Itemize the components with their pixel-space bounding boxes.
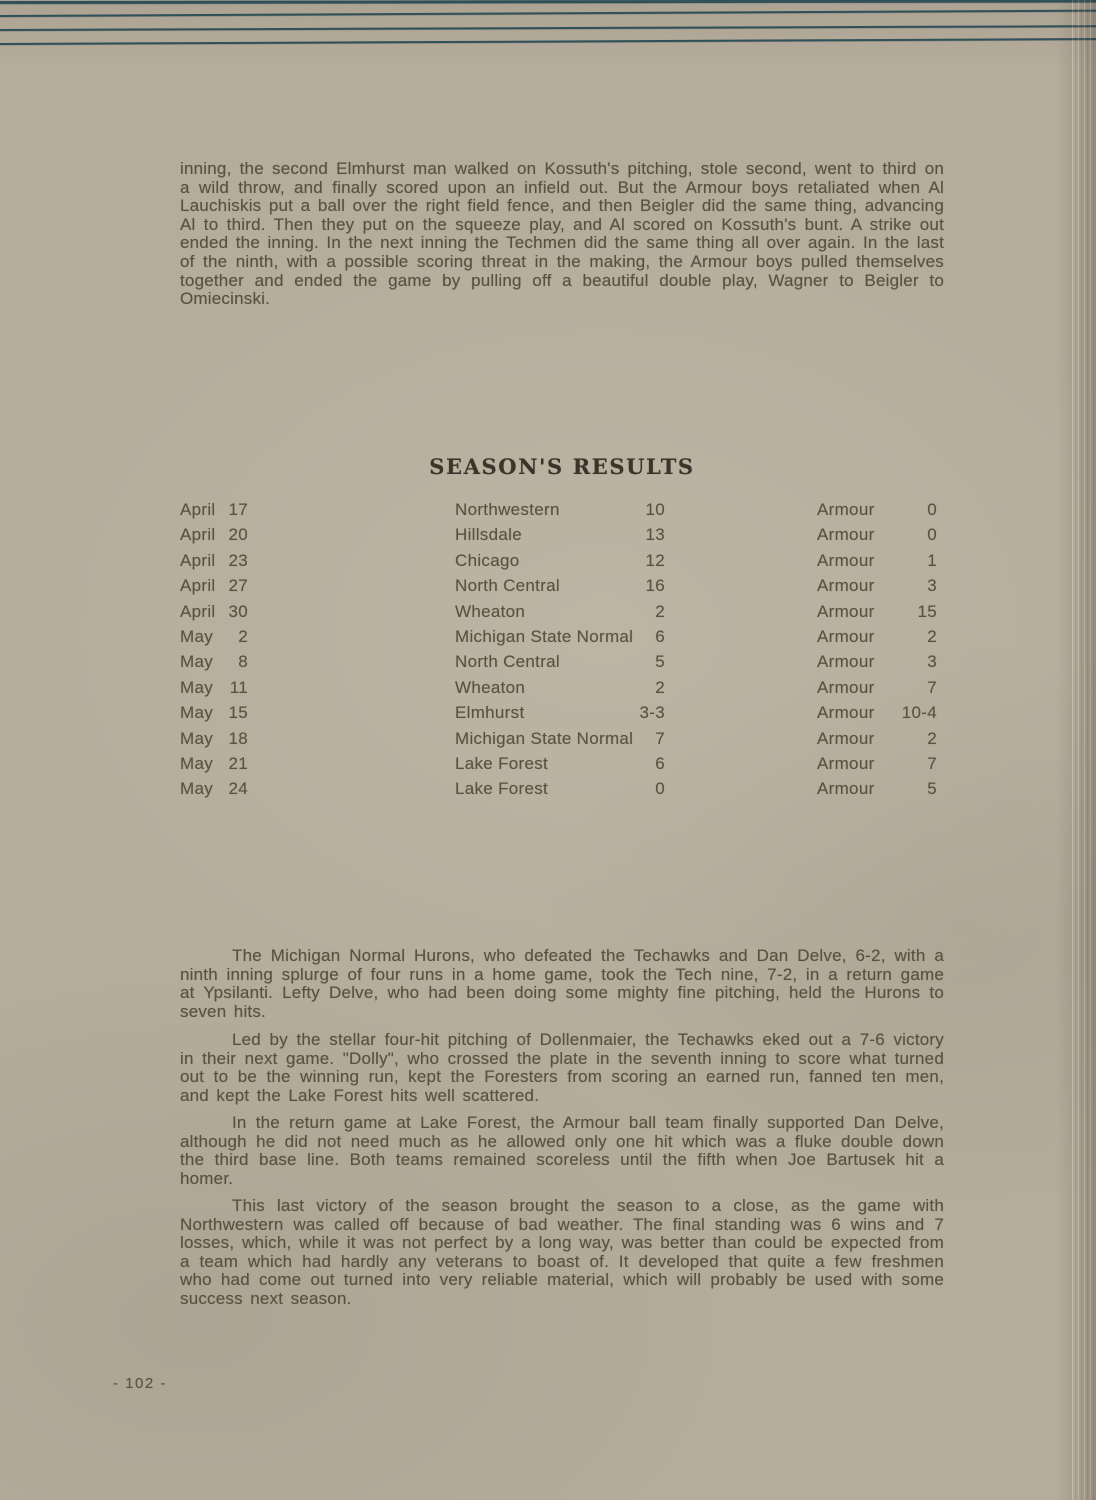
- result-row: [180, 627, 937, 652]
- opponent-name: North Central: [455, 576, 560, 596]
- game-date: [180, 678, 248, 698]
- game-month: April: [180, 500, 216, 519]
- team-name: Armour: [817, 576, 875, 596]
- team-score: 7: [927, 753, 937, 773]
- opponent-score: 13: [645, 525, 665, 545]
- game-month: April: [180, 576, 216, 596]
- opponent-name: Wheaton: [455, 601, 526, 621]
- team-score: 7: [927, 677, 937, 697]
- team-score: 2: [927, 728, 937, 748]
- results-table: [180, 500, 937, 805]
- result-row: [180, 576, 937, 601]
- game-date: [180, 500, 248, 520]
- summary-paragraph-4: This last victory of the season brought the season to a close, as the game with Northwestern was called off because of bad weather. The final standing was 6 wins and 7 losses, which, while it was not perfect by a long way, was better than could be expected from a team which had hardly any veterans to boast of. It developed that quite a few freshmen who had come out turned into very reliable material, which will probably be used with some success next season.: [180, 1196, 944, 1308]
- team-name: Armour: [817, 550, 875, 570]
- opponent-name: Michigan State Normal: [455, 626, 634, 646]
- summary-paragraph-1: The Michigan Normal Hurons, who defeated the Techawks and Dan Delve, 6-2, with a ninth inning splurge of four runs in a home game, took the Tech nine, 7-2, in a return game at Ypsilanti. Lefty Delve, who had been doing some mighty fine pitching, held the Hurons to seven hits.: [180, 946, 944, 1021]
- game-date: [180, 627, 248, 647]
- rule-line: [0, 10, 1096, 18]
- result-row: [180, 602, 937, 627]
- game-day: 20: [228, 525, 248, 545]
- opponent-name: Elmhurst: [455, 703, 525, 723]
- opponent-score: 5: [655, 652, 665, 672]
- opponent-name: Hillsdale: [455, 525, 522, 545]
- opponent-score: 12: [645, 550, 665, 570]
- game-day: 11: [229, 677, 248, 697]
- team-name: Armour: [817, 601, 875, 621]
- opponent-score: 6: [655, 753, 665, 773]
- game-date: [180, 754, 248, 774]
- game-day: 24: [228, 779, 248, 799]
- game-date: [180, 602, 248, 622]
- game-month: May: [180, 652, 214, 672]
- opponent-score: 7: [655, 728, 665, 748]
- opponent-name: North Central: [455, 652, 560, 672]
- game-day: 23: [228, 550, 248, 570]
- game-date: [180, 551, 248, 571]
- opponent-score: 0: [655, 779, 665, 799]
- team-score: 0: [927, 500, 937, 519]
- team-name: Armour: [817, 525, 875, 545]
- summary-paragraph-3: In the return game at Lake Forest, the Armour ball team finally supported Dan Delve, although he did not need much as he allowed only one hit which was a fluke double down the third base line. Both teams remained scoreless until the fifth when Joe Bartusek hit a homer.: [180, 1113, 944, 1188]
- result-row: [180, 703, 937, 728]
- rule-line: [0, 0, 1096, 4]
- result-row: [180, 754, 937, 779]
- team-name: Armour: [817, 753, 875, 773]
- team-score: 15: [917, 601, 937, 621]
- team-score: 3: [927, 652, 937, 672]
- team-name: Armour: [817, 652, 875, 672]
- game-day: 17: [228, 500, 248, 519]
- team-score: 0: [927, 525, 937, 545]
- game-month: May: [180, 626, 214, 646]
- opponent-score: 10: [645, 500, 665, 519]
- team-score: 10-4: [901, 703, 937, 723]
- game-month: April: [180, 550, 216, 570]
- team-name: Armour: [817, 626, 875, 646]
- game-date: [180, 525, 248, 545]
- team-name: Armour: [817, 500, 875, 519]
- game-day: 18: [228, 728, 248, 748]
- team-name: Armour: [817, 677, 875, 697]
- summary-paragraph-2: Led by the stellar four-hit pitching of Dollenmaier, the Techawks eked out a 7-6 victory in their next game. "Dolly", who crossed the plate in the seventh inning to score what turned out to be the winning run, kept the Foresters from scoring an earned run, fanned ten men, and kept the Lake Forest hits well scattered.: [180, 1030, 944, 1105]
- game-date: [180, 576, 248, 596]
- team-name: Armour: [817, 779, 875, 799]
- team-score: 5: [927, 779, 937, 799]
- opponent-name: Lake Forest: [455, 753, 549, 773]
- opponent-score: 2: [655, 677, 665, 697]
- team-score: 1: [927, 550, 937, 570]
- game-day: 27: [228, 576, 248, 596]
- team-name: Armour: [817, 703, 875, 723]
- result-row: [180, 652, 937, 677]
- game-date: [180, 729, 248, 749]
- page-number: - 102 -: [113, 1375, 167, 1392]
- opponent-name: Chicago: [455, 550, 520, 570]
- game-day: 15: [228, 703, 248, 723]
- rule-line: [0, 38, 1096, 45]
- result-row: [180, 551, 937, 576]
- game-day: 8: [238, 652, 248, 672]
- result-row: [180, 525, 937, 550]
- game-day: 30: [228, 601, 248, 621]
- result-row: [180, 500, 937, 525]
- game-date: [180, 703, 248, 723]
- opponent-score: 16: [645, 576, 665, 596]
- opponent-name: Northwestern: [455, 500, 560, 519]
- game-month: May: [180, 779, 214, 799]
- game-date: [180, 779, 248, 799]
- game-date: [180, 652, 248, 672]
- season-results-title: SEASON'S RESULTS: [429, 454, 695, 479]
- book-page-edge: [1072, 0, 1096, 1500]
- opponent-name: Wheaton: [455, 677, 526, 697]
- opponent-name: Michigan State Normal: [455, 728, 634, 748]
- intro-paragraph: inning, the second Elmhurst man walked on Kossuth's pitching, stole second, went to third on a wild throw, and finally scored upon an infield out. But the Armour boys retaliated when Al Lauchiskis put a ball over the right field fence, and then Beigler did the same thing, advancing Al to third. Then they put on the squeeze play, and Al scored on Kossuth's bunt. A strike out ended the inning. In the next inning the Techmen did the same thing all over again. In the last of the ninth, with a possible scoring threat in the making, the Armour boys pulled themselves together and ended the game by pulling off a beautiful double play, Wagner to Beigler to Omiecinski.: [180, 159, 944, 309]
- game-day: 21: [228, 753, 248, 773]
- opponent-score: 2: [655, 601, 665, 621]
- game-day: 2: [238, 626, 248, 646]
- game-month: May: [180, 753, 214, 773]
- opponent-name: Lake Forest: [455, 779, 549, 799]
- result-row: [180, 678, 937, 703]
- opponent-score: 6: [655, 626, 665, 646]
- game-month: April: [180, 525, 216, 545]
- rule-line: [0, 25, 1096, 31]
- result-row: [180, 729, 937, 754]
- team-score: 2: [927, 626, 937, 646]
- result-row: [180, 779, 937, 804]
- team-name: Armour: [817, 728, 875, 748]
- team-score: 3: [927, 576, 937, 596]
- game-month: April: [180, 601, 216, 621]
- opponent-score: 3-3: [639, 703, 665, 723]
- game-month: May: [180, 703, 214, 723]
- game-month: May: [180, 677, 214, 697]
- game-month: May: [180, 728, 214, 748]
